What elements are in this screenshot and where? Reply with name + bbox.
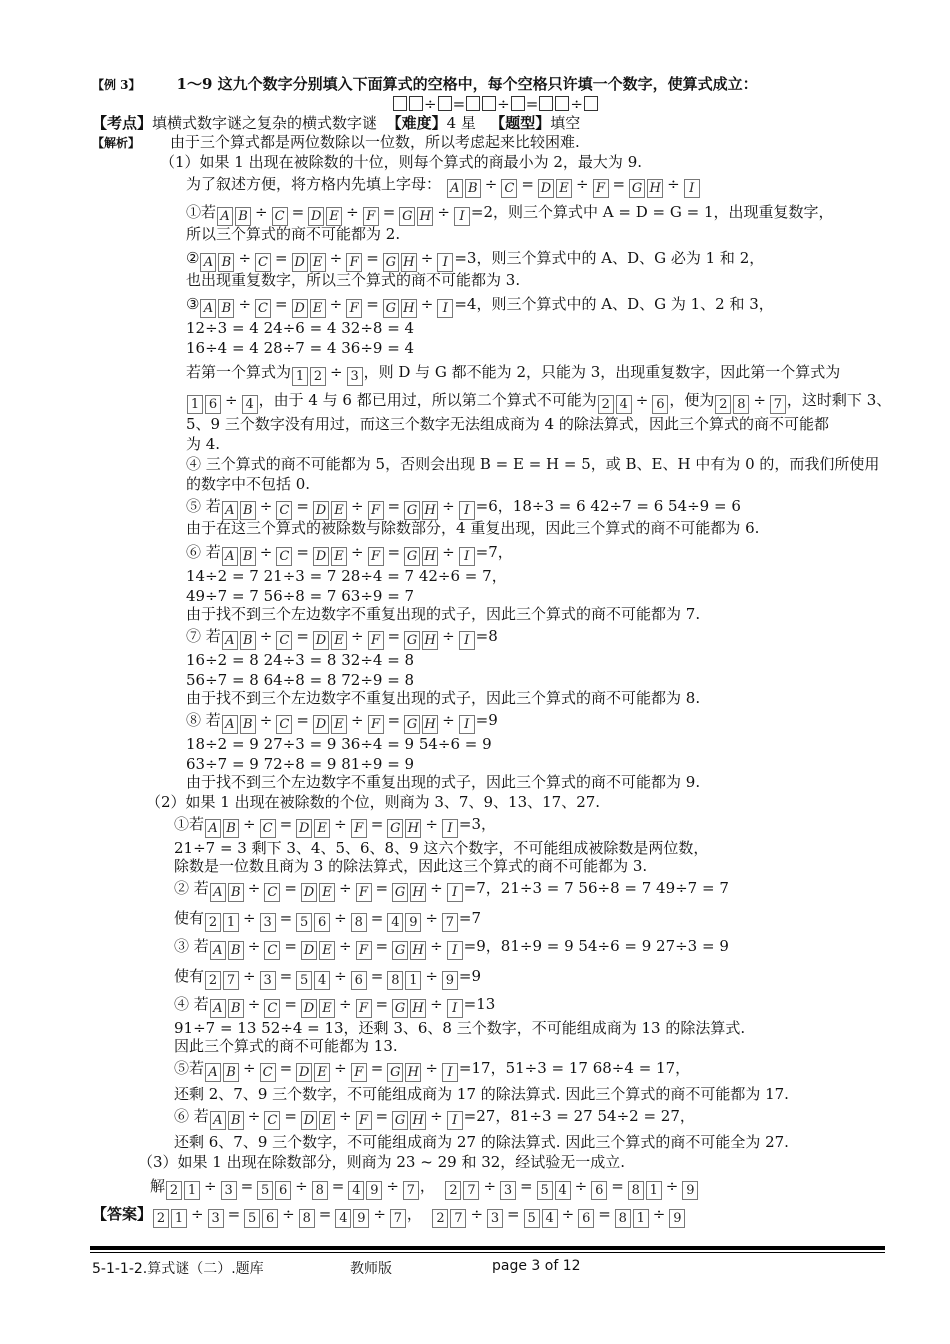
- answer-line: 【答案】 2 1 ÷ 3 = 5 6 ÷ 8 = 4 9 ÷ 7 ， 2 7 ÷ 3 = 5 4 ÷ 6 = 8 1 ÷ 9: [92, 1204, 686, 1228]
- part2-case-6-conclusion: 还剩 6、7、9 三个数字，不可能组成商为 27 的除法算式. 因此三个算式的商不可能全为 27.: [174, 1133, 789, 1151]
- case-5: ⑤ 若 A B ÷ C = D E ÷ F = G H ÷ I =6，18÷3 = 6 42÷7 = 6 54÷9 = 6: [186, 497, 741, 518]
- part2-case-5-conclusion: 还剩 2、7、9 三个数字，不可能组成商为 17 的除法算式. 因此三个算式的商不可能都为 17.: [174, 1085, 789, 1103]
- footer-doc-name: 5-1-1-2.算式谜（二）.题库: [92, 1261, 264, 1277]
- case-1-conclusion: 所以三个算式的商不可能都为 2.: [186, 225, 401, 243]
- case-5-conclusion: 由于在这三个算式的被除数与除数部分，4 重复出现，因此三个算式的商不可能都为 6.: [186, 519, 760, 537]
- blank-equation: ÷ = ÷ = ÷: [392, 94, 599, 114]
- footer-version: 教师版: [350, 1261, 392, 1277]
- case-3-para-b: 1 6 ÷ 4 ，由于 4 与 6 都已用过，所以第二个算式不可能为 2 4 ÷ 6 ，便为 2 8 ÷ 7 ，这时剩下 3、: [186, 390, 891, 414]
- part2-case-1-b: 除数是一位数且商为 3 的除法算式，因此这三个算式的商不可能都为 3.: [174, 857, 648, 875]
- case-6-list-2: 49÷7 = 7 56÷8 = 7 63÷9 = 7: [186, 587, 415, 605]
- case-8-list-1: 18÷2 = 9 27÷3 = 9 36÷4 = 9 54÷6 = 9: [186, 735, 492, 753]
- case-8-conclusion: 由于找不到三个左边数字不重复出现的式子，因此三个算式的商不可能都为 9.: [186, 773, 701, 791]
- footer-rule-thick: [90, 1246, 885, 1250]
- footer-rule-thin: [90, 1252, 885, 1253]
- footer-page-number: page 3 of 12: [492, 1258, 581, 1274]
- part2-case-6: ⑥ 若 A B ÷ C = D E ÷ F = G H ÷ I =27，81÷3 = 27 54÷2 = 27，: [174, 1107, 695, 1128]
- case-7-list-2: 56÷7 = 8 64÷8 = 8 72÷9 = 8: [186, 671, 415, 689]
- part2-heading: （2）如果 1 出现在被除数的个位，则商为 3、7、9、13、17、27.: [146, 793, 601, 811]
- analysis-intro: 【解析】 由于三个算式都是两位数除以一位数，所以考虑起来比较困难.: [92, 133, 580, 151]
- case-3-list-1: 12÷3 = 4 24÷6 = 4 32÷8 = 4: [186, 319, 415, 337]
- case-4-b: 的数字中不包括 0.: [186, 475, 311, 493]
- part2-case-1-a: 21÷7 = 3 剩下 3、4、5、6、8、9 这六个数字，不可能组成被除数是两位数，: [174, 839, 709, 857]
- letter-legend: 为了叙述方便，将方格内先填上字母： A B ÷ C = D E ÷ F = G H ÷ I: [186, 174, 701, 198]
- case-8: ⑧ 若 A B ÷ C = D E ÷ F = G H ÷ I =9: [186, 711, 498, 732]
- case-6: ⑥ 若 A B ÷ C = D E ÷ F = G H ÷ I =7，: [186, 543, 513, 564]
- example-title: [92, 74, 758, 95]
- case-3: ③ A B ÷ C = D E ÷ F = G H ÷ I =4，则三个算式中的 A、D、G 为 1、2 和 3，: [186, 295, 774, 316]
- part2-case-3: ③ 若 A B ÷ C = D E ÷ F = G H ÷ I =9，81÷9 = 9 54÷6 = 9 27÷3 = 9: [174, 937, 729, 958]
- case-4-a: ④ 三个算式的商不可能都为 5，否则会出现 B = E = H = 5，或 B、E、H 中有为 0 的，而我们所使用: [186, 455, 880, 473]
- case-6-list-1: 14÷2 = 7 21÷3 = 7 28÷4 = 7 42÷6 = 7，: [186, 567, 507, 585]
- part2-case-4-b: 因此三个算式的商不可能都为 13.: [174, 1037, 398, 1055]
- part2-case-3-solution: 使有 2 7 ÷ 3 = 5 4 ÷ 6 = 8 1 ÷ 9 =9: [174, 967, 482, 988]
- solution-line: 解 2 1 ÷ 3 = 5 6 ÷ 8 = 4 9 ÷ 7 ， 2 7 ÷ 3 = 5 4 ÷ 6 = 8 1 ÷ 9: [150, 1176, 699, 1200]
- part2-case-5: ⑤若 A B ÷ C = D E ÷ F = G H ÷ I =17，51÷3 = 17 68÷4 = 17，: [174, 1059, 691, 1080]
- case-2: ② A B ÷ C = D E ÷ F = G H ÷ I =3，则三个算式中的 A、D、G 必为 1 和 2，: [186, 249, 765, 270]
- part2-case-1: ①若 A B ÷ C = D E ÷ F = G H ÷ I =3，: [174, 815, 497, 836]
- case-7: ⑦ 若 A B ÷ C = D E ÷ F = G H ÷ I =8: [186, 627, 498, 648]
- part2-case-2: ② 若 A B ÷ C = D E ÷ F = G H ÷ I =7，21÷3 = 7 56÷8 = 7 49÷7 = 7: [174, 879, 729, 900]
- case-6-conclusion: 由于找不到三个左边数字不重复出现的式子，因此三个算式的商不可能都为 7.: [186, 605, 701, 623]
- case-1: ①若 A B ÷ C = D E ÷ F = G H ÷ I =2，则三个算式中 A = D = G = 1，出现重复数字，: [186, 203, 834, 224]
- part2-case-2-solution: 使有 2 1 ÷ 3 = 5 6 ÷ 8 = 4 9 ÷ 7 =7: [174, 909, 482, 930]
- part2-case-4: ④ 若 A B ÷ C = D E ÷ F = G H ÷ I =13: [174, 995, 496, 1016]
- case-3-para-d: 为 4.: [186, 435, 221, 453]
- part1-heading: （1）如果 1 出现在被除数的十位，则每个算式的商最小为 2，最大为 9.: [160, 153, 643, 171]
- example-tag: 【例 3】: [92, 78, 141, 92]
- case-8-list-2: 63÷7 = 9 72÷8 = 9 81÷9 = 9: [186, 755, 415, 773]
- case-3-para-c: 5、9 三个数字没有用过，而这三个数字无法组成商为 4 的除法算式，因此三个算式的商不可能都: [186, 415, 829, 433]
- meta-line: 【考点】填横式数字谜之复杂的横式数字谜 【难度】4 星 【题型】填空: [92, 114, 581, 132]
- part3-heading: （3）如果 1 出现在除数部分，则商为 23 ~ 29 和 32，经试验无一成立.: [138, 1153, 626, 1171]
- case-2-conclusion: 也出现重复数字，所以三个算式的商不可能都为 3.: [186, 271, 521, 289]
- case-7-list-1: 16÷2 = 8 24÷3 = 8 32÷4 = 8: [186, 651, 415, 669]
- case-3-list-2: 16÷4 = 4 28÷7 = 4 36÷9 = 4: [186, 339, 415, 357]
- part2-case-4-a: 91÷7 = 13 52÷4 = 13，还剩 3、6、8 三个数字，不可能组成商为 13 的除法算式.: [174, 1019, 746, 1037]
- case-7-conclusion: 由于找不到三个左边数字不重复出现的式子，因此三个算式的商不可能都为 8.: [186, 689, 701, 707]
- problem-text: 1～9 这九个数字分别填入下面算式的空格中，每个空格只许填一个数字，使算式成立：: [176, 75, 758, 93]
- case-3-para-a: 若第一个算式为 1 2 ÷ 3 ，则 D 与 G 都不能为 2，只能为 3，出现重复数字，因此第一个算式为: [186, 363, 841, 384]
